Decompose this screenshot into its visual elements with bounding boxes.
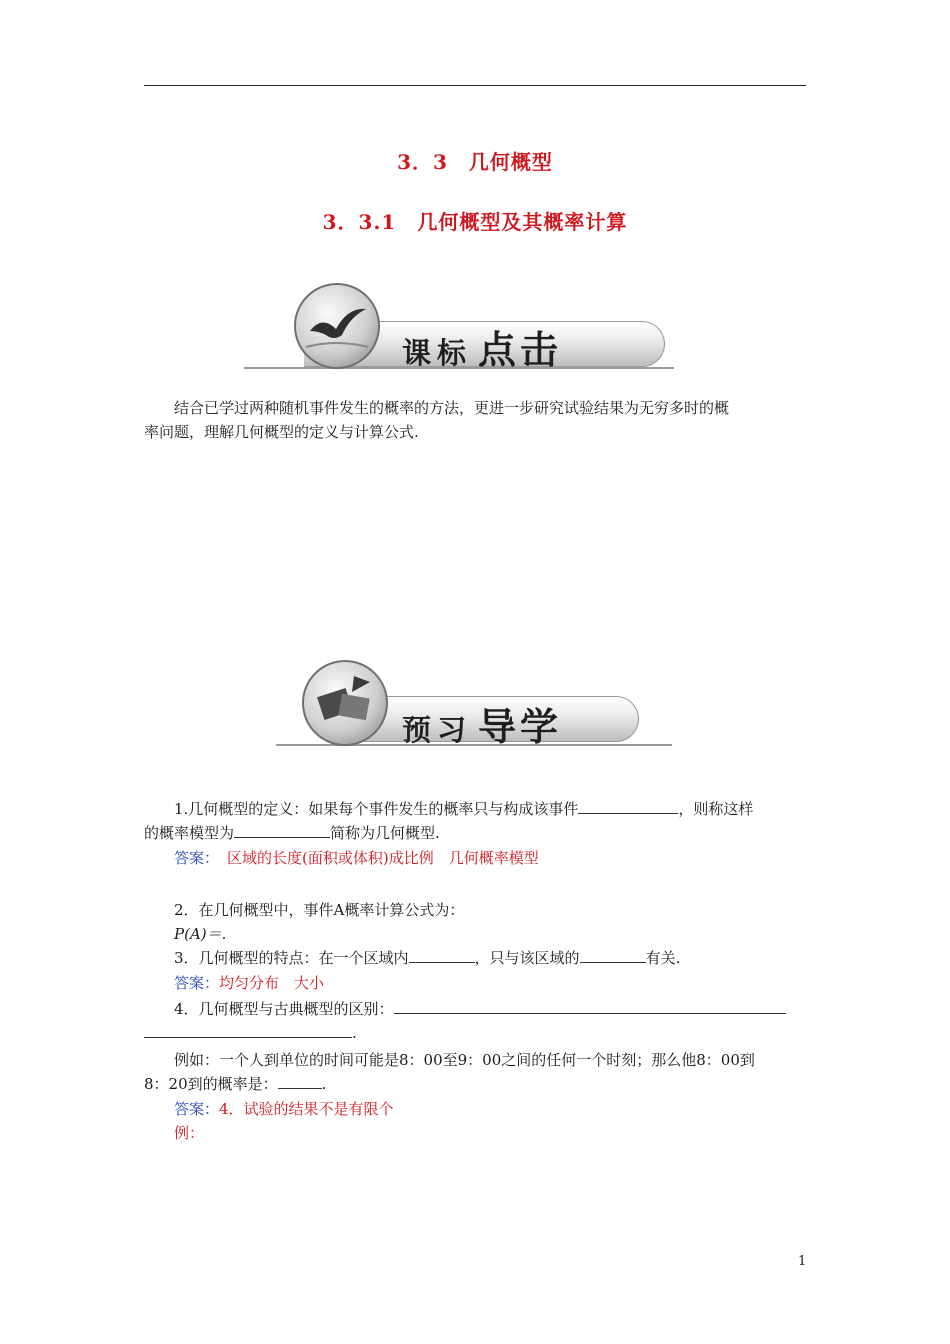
answer-3-label: 答案： (174, 974, 220, 992)
answer-1-text: 区域的长度(面积或体积)成比例 几何概率模型 (227, 849, 539, 867)
q3-text-c: 有关. (645, 949, 681, 967)
answer-4-text: 4．试验的结果不是有限个 (219, 1100, 394, 1118)
question-4 (144, 997, 806, 1045)
answer-1 (144, 846, 806, 870)
example-line-2b: . (321, 1075, 327, 1093)
q4-blank-2 (144, 1022, 352, 1038)
intro-paragraph (144, 396, 806, 444)
q2-line-2: P(A)＝. (174, 925, 227, 943)
q3-text-b: ，只与该区域的 (474, 949, 580, 967)
answer-3-text: 均匀分布 大小 (219, 974, 325, 992)
q4-blank-1 (394, 998, 786, 1014)
intro-line-2: 率问题，理解几何概型的定义与计算公式. (144, 423, 419, 441)
banner1-small-text: 课标 (402, 336, 473, 370)
example-blank (278, 1073, 322, 1089)
q3-blank-2 (580, 947, 646, 963)
q1-text-a: 1.几何概型的定义：如果每个事件发生的概率只与构成该事件 (174, 800, 579, 818)
banner2-big-text: 导学 (478, 704, 563, 749)
banner-yuxi-daoxue (276, 660, 676, 750)
answer-4 (144, 1097, 806, 1145)
question-1 (144, 797, 806, 845)
banner-kebiao-dianji (244, 283, 684, 373)
question-3 (144, 946, 806, 970)
answer-4-line-2: 例： (174, 1124, 205, 1142)
q3-blank-1 (409, 947, 475, 963)
q1-blank-2 (234, 822, 330, 838)
answer-3 (144, 971, 806, 995)
q1-text-c: 的概率模型为 (144, 824, 235, 842)
answer-4-label: 答案： (174, 1100, 220, 1118)
subsection-title: 3．3.1 几何概型及其概率计算 (322, 210, 628, 234)
banner2-small-text: 预习 (402, 713, 473, 747)
q4-end: . (352, 1024, 357, 1042)
example-line-1: 例如：一个人到单位的时间可能是8：00至9：00之间的任何一个时刻；那么他8：00到 (174, 1051, 755, 1069)
q1-text-d: 简称为几何概型. (330, 824, 440, 842)
section-title: 3．3 几何概型 (397, 150, 553, 174)
books-emblem-icon (302, 660, 388, 746)
example-line-2a: 8：20到的概率是： (144, 1075, 278, 1093)
answer-1-label: 答案： (174, 849, 220, 867)
page-number: 1 (798, 1254, 807, 1269)
q2-line-1: 2．在几何概型中，事件A概率计算公式为： (174, 901, 465, 919)
banner1-big-text: 点击 (478, 327, 563, 372)
example (144, 1048, 806, 1096)
q1-text-b: ，则称这样 (678, 800, 754, 818)
q1-blank-1 (578, 798, 678, 814)
intro-line-1: 结合已学过两种随机事件发生的概率的方法，更进一步研究试验结果为无穷多时的概 (174, 399, 730, 417)
q3-text-a: 3．几何概型的特点：在一个区域内 (174, 949, 409, 967)
q4-text: 4．几何概型与古典概型的区别： (174, 1000, 394, 1018)
question-2 (144, 898, 806, 946)
seagull-emblem-icon (294, 283, 380, 369)
header-rule (144, 85, 806, 86)
